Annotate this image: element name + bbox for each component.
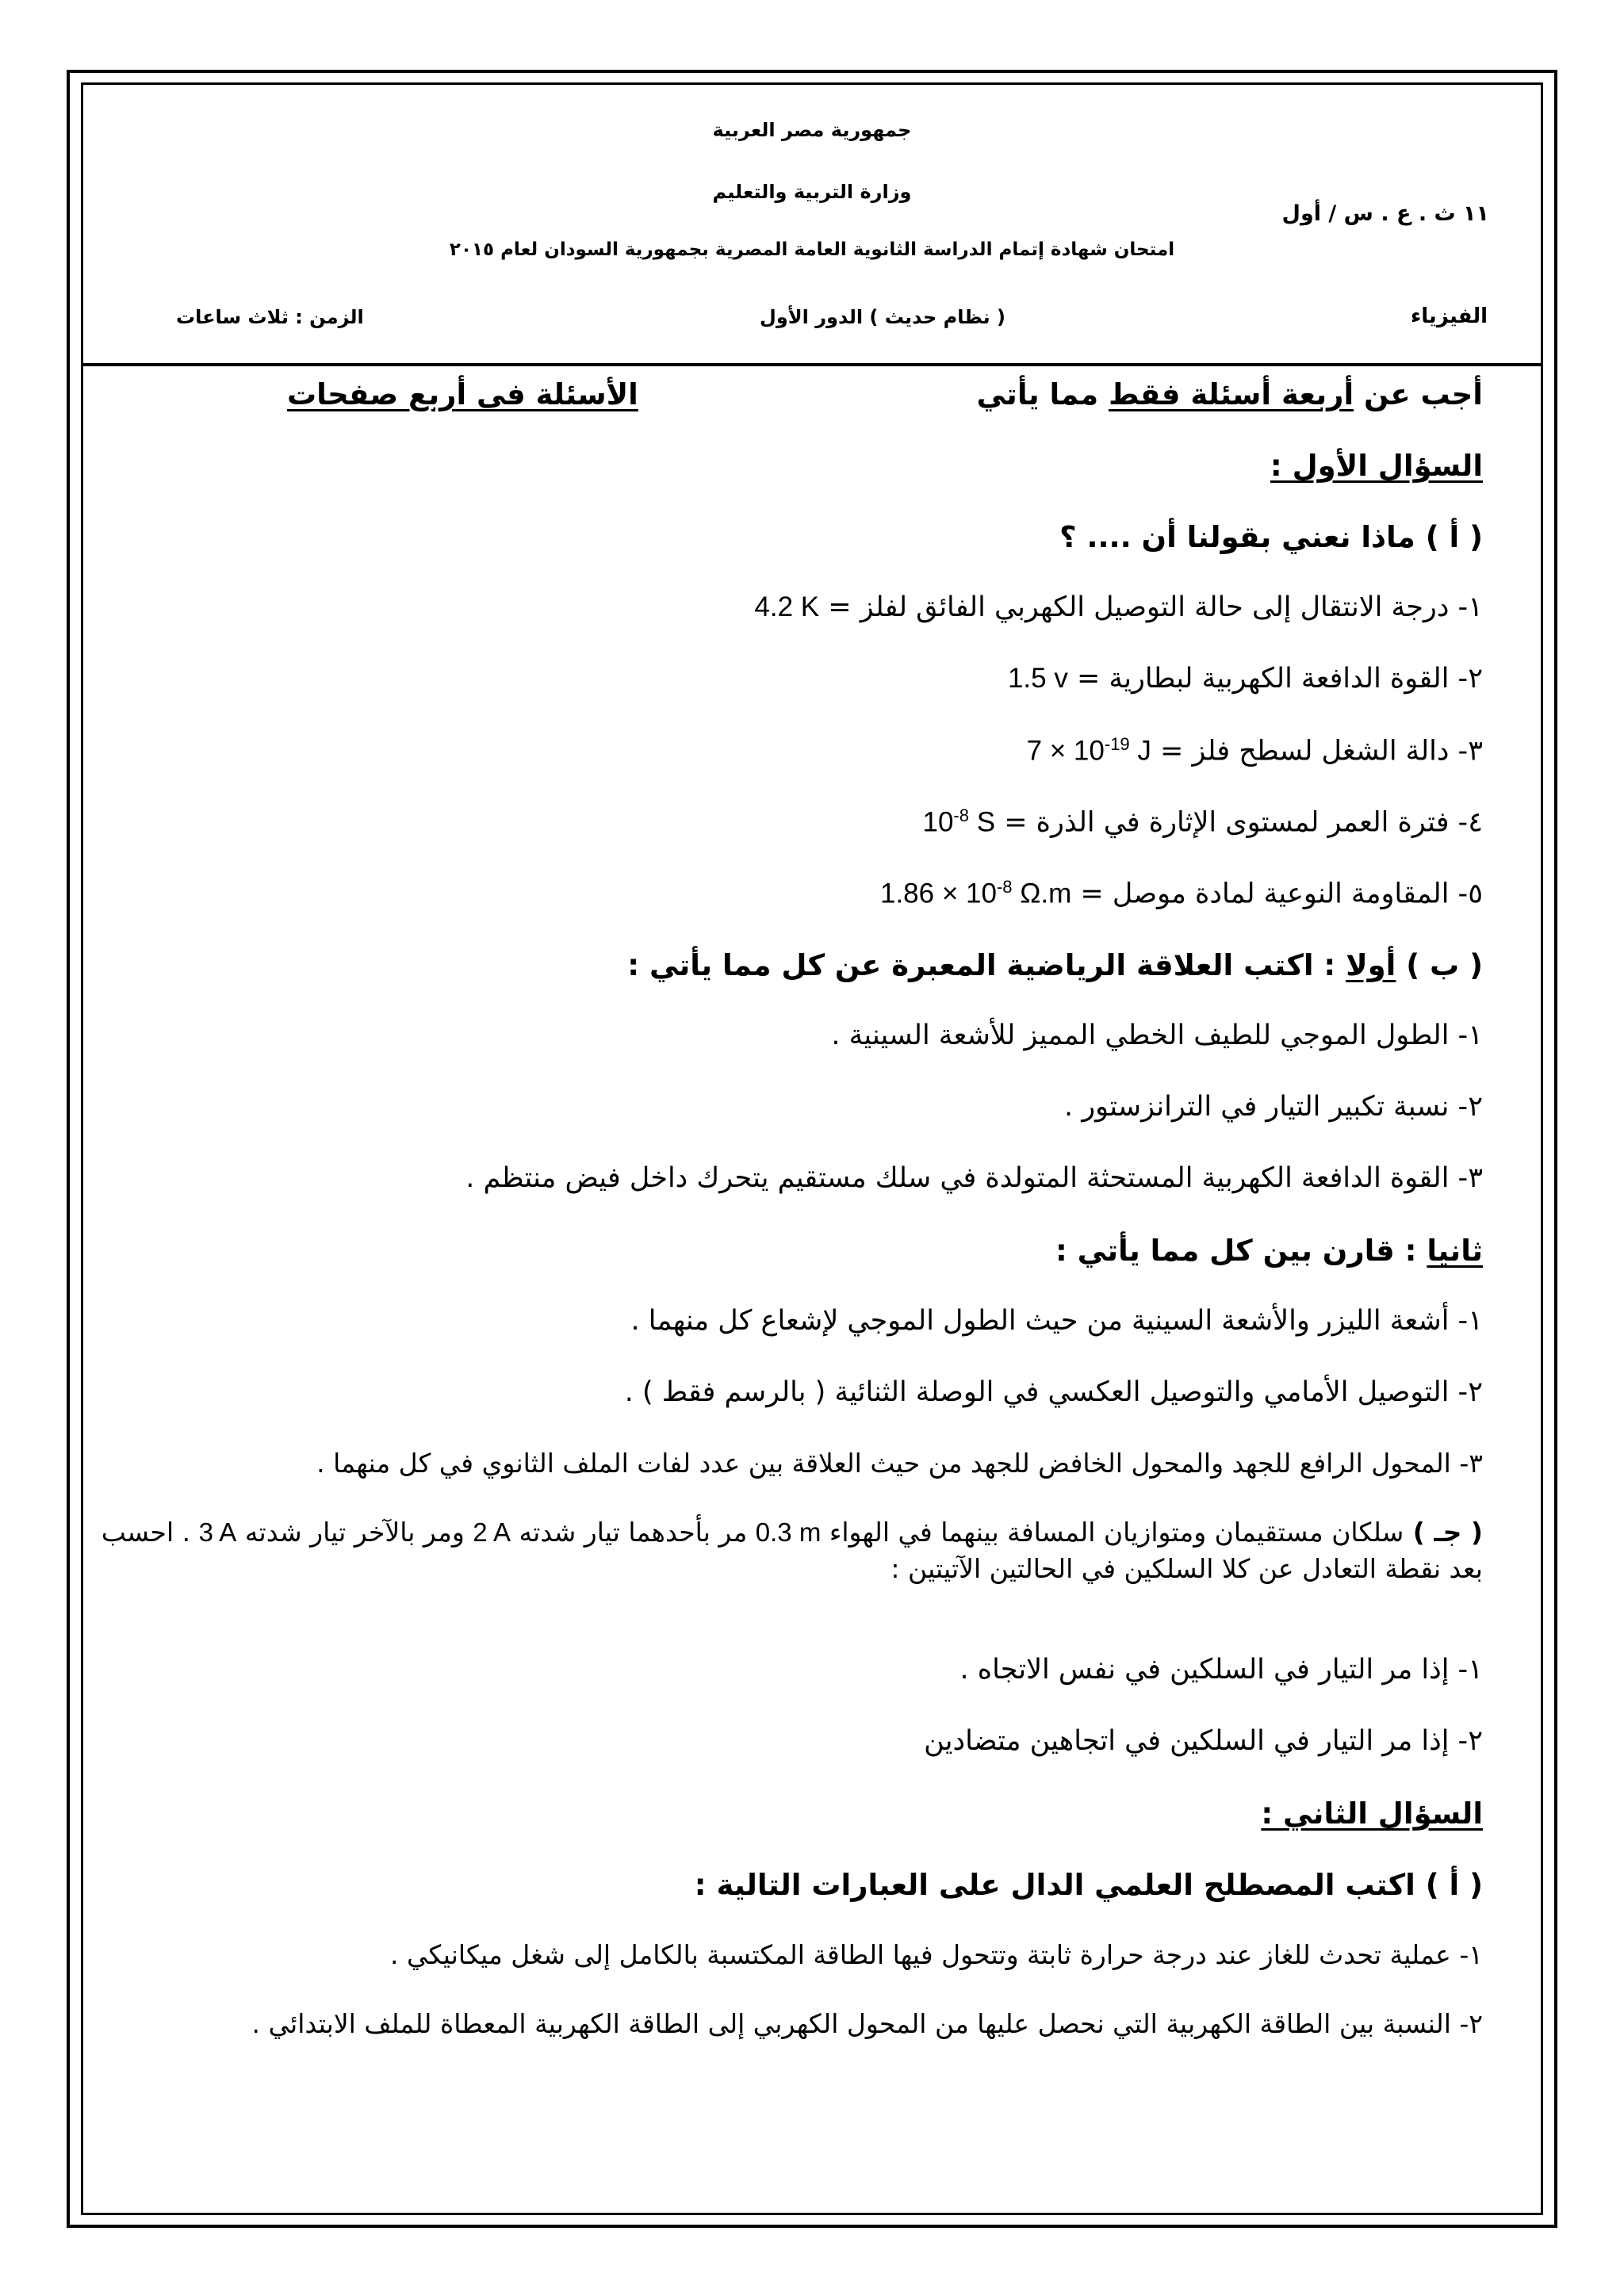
- q2-a-title: ( أ ) اكتب المصطلح العلمي الدال على العبارات التالية :: [694, 1868, 1483, 1902]
- header-divider: [82, 363, 1542, 366]
- exam-duration: الزمن : ثلاث ساعات: [176, 306, 364, 328]
- q1-b-item: ٢- نسبة تكبير التيار في الترانزستور .: [1063, 1091, 1483, 1123]
- subject-label: الفيزياء: [1411, 304, 1488, 328]
- q1-a-item: ٣- دالة الشغل لسطح فلز = $7 \times 10^{-19}$ J: [1026, 734, 1483, 767]
- ministry-heading: وزارة التربية والتعليم: [712, 181, 912, 203]
- exam-code: ١١ ث . ع . س / أول: [1281, 201, 1489, 226]
- q1-a-item: ٤- فترة العمر لمستوى الإثارة في الذرة = $10^{-8}$ S: [922, 806, 1483, 839]
- q1-b-item: ٣- القوة الدافعة الكهربية المستحثة المتولدة في سلك مستقيم يتحرك داخل فيض منتظم .: [465, 1162, 1483, 1194]
- answer-count: أربعة أسئلة فقط: [1108, 377, 1354, 411]
- q2-a-item: ١- عملية تحدث للغاز عند درجة حرارة ثابتة وتتحول فيها الطاقة المكتسبة بالكامل إلى شغل ميكانيكي .: [390, 1939, 1483, 1970]
- q1-b-title: ( ب ) أولا : اكتب العلاقة الرياضية المعبرة عن كل مما يأتي :: [627, 948, 1483, 982]
- exam-system: ( نظام حديث ) الدور الأول: [760, 306, 1005, 328]
- q1-b2-item: ٣- المحول الرافع للجهد والمحول الخافض للجهد من حيث العلاقة بين عدد لفات الملف الثانوي في كل منهما .: [316, 1448, 1483, 1479]
- q1-c-item: ٢- إذا مر التيار في السلكين في اتجاهين متضادين: [924, 1725, 1483, 1757]
- country-heading: جمهورية مصر العربية: [712, 119, 912, 141]
- instructions: أجب عن أربعة أسئلة فقط مما يأتي: [976, 377, 1483, 411]
- q1-b2-title: ثانيا : قارن بين كل مما يأتي :: [1055, 1234, 1483, 1268]
- q1-b2-item: ٢- التوصيل الأمامي والتوصيل العكسي في الوصلة الثنائية ( بالرسم فقط ) .: [624, 1376, 1483, 1408]
- q1-b-item: ١- الطول الموجي للطيف الخطي المميز للأشعة السينية .: [831, 1020, 1483, 1051]
- q2-a-item: ٢- النسبة بين الطاقة الكهربية التي نحصل عليها من المحول الكهربي إلى الطاقة الكهربية المعطاة للملف الابتدائي .: [251, 2008, 1483, 2039]
- q1-a-item: ٥- المقاومة النوعية لمادة موصل = $1.86 \times 10^{-8}$ Ω.m: [879, 877, 1483, 910]
- exam-title: امتحان شهادة إتمام الدراسة الثانوية العامة المصرية بجمهورية السودان لعام ٢٠١٥: [449, 239, 1175, 260]
- q1-b2-item: ١- أشعة الليزر والأشعة السينية من حيث الطول الموجي لإشعاع كل منهما .: [630, 1305, 1483, 1337]
- q1-a-title: ( أ ) ماذا نعني بقولنا أن .... ؟: [1059, 520, 1483, 554]
- q1-c-item: ١- إذا مر التيار في السلكين في نفس الاتجاه .: [959, 1654, 1483, 1686]
- q2-title: السؤال الثاني :: [1261, 1797, 1483, 1831]
- q1-a-item: ١- درجة الانتقال إلى حالة التوصيل الكهربي الفائق لفلز = 4.2 K: [754, 591, 1483, 623]
- q1-c-text: ( جـ ) سلكان مستقيمان ومتوازيان المسافة بينهما في الهواء 0.3 m مر بأحدهما تيار شدته 2 A ومر بالآخر تيار شدته 3 A . احسب بعد نقطة التعادل عن كلا السلكين في الحالتين الآتيتين :: [101, 1517, 1483, 1584]
- q1-title: السؤال الأول :: [1270, 449, 1483, 483]
- pages-note: الأسئلة فى أربع صفحات: [287, 377, 638, 411]
- q1-a-item: ٢- القوة الدافعة الكهربية لبطارية = 1.5 v: [1007, 663, 1483, 695]
